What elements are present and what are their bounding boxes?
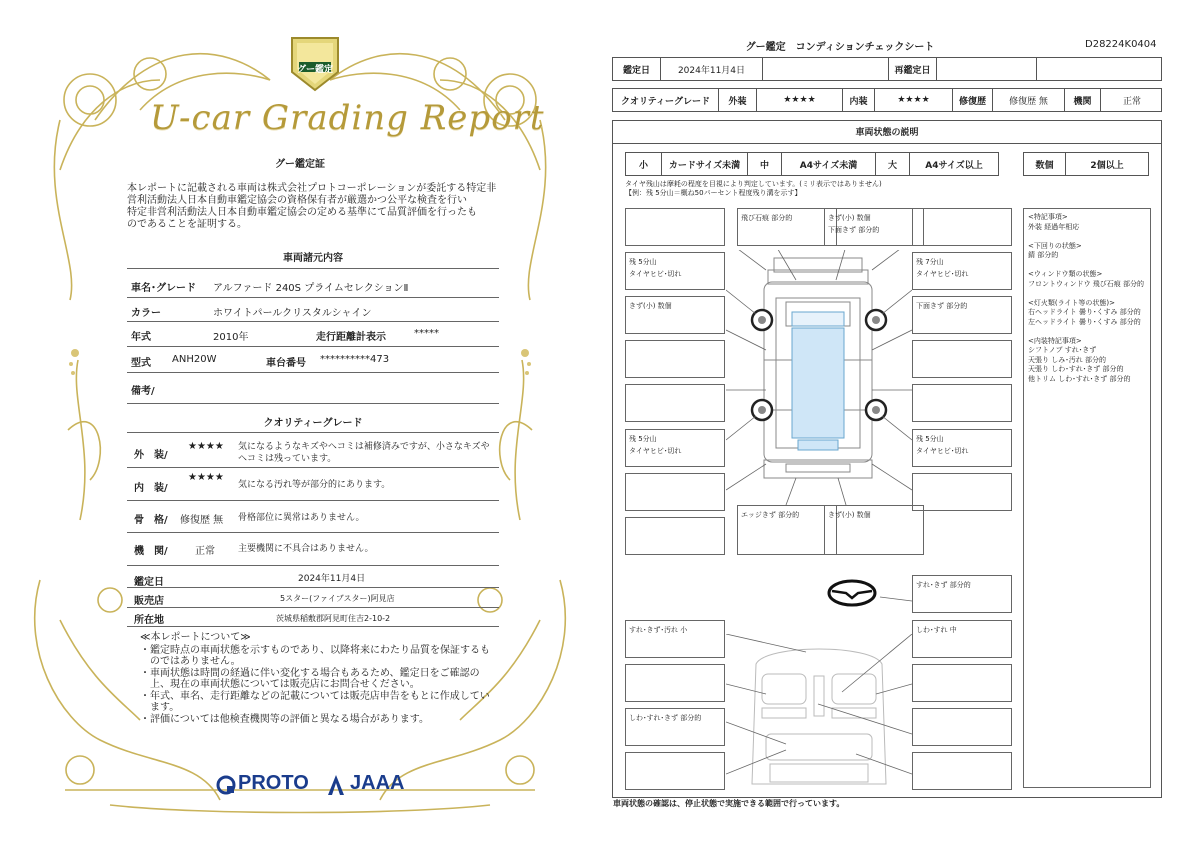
section-title: 車両状態の説明 (612, 120, 1162, 144)
statement-line: 営利活動法人日本自動車鑑定協会の資格保有者が厳選かつ公平な検査を行い (127, 195, 467, 206)
condition-box (625, 252, 725, 290)
condition-text: 残 5分山 タイヤヒビ･切れ (629, 258, 682, 278)
special-note-line: <特記事項> (1028, 213, 1068, 221)
leader-line (800, 585, 914, 605)
address-label: 所在地 (134, 615, 164, 626)
interior-stars: ★★★★ (188, 472, 224, 483)
condition-box (625, 752, 725, 790)
divider (127, 587, 499, 588)
interior-stars: ★★★★ (875, 89, 953, 111)
statement-line: 本レポートに記載される車両は株式会社プロトコーポレーションが委託する特定非 (127, 183, 497, 194)
condition-text: 残 7分山 タイヤヒビ･切れ (916, 258, 969, 278)
jaaa-logo: JAAA (350, 772, 405, 794)
repair-history-label: 修復歴 (953, 89, 993, 111)
condition-box (912, 620, 1012, 658)
special-note-line: 錆 部分的 (1028, 251, 1059, 259)
chassis-label: 車台番号 (266, 358, 306, 369)
special-note-line (1028, 261, 1146, 271)
note-item: ・評価については他検査機関等の評価と異なる場合があります。 (140, 713, 429, 725)
repair-history-value: 修復歴 無 (993, 89, 1065, 111)
condition-box (625, 517, 725, 555)
size-medium: 中 (748, 153, 782, 175)
special-notes-panel (1023, 208, 1151, 788)
empty-cell (763, 58, 889, 80)
condition-box (625, 340, 725, 378)
divider (127, 432, 499, 433)
certificate-statement (127, 183, 497, 231)
special-note-line: 他トリム しわ･すれ･きず 部分的 (1028, 374, 1131, 383)
condition-box (912, 664, 1012, 702)
divider (127, 346, 499, 347)
note-item: ・鑑定時点の車両状態を示すものであり、以降将来にわたり品質を保証するものではありません。 (140, 644, 490, 667)
desc-line: ヘコミは残っています。 (238, 454, 337, 464)
interior-description: 気になる汚れ等が部分的にあります。 (238, 480, 391, 490)
special-note-line (1028, 289, 1146, 299)
report-script-title: U-car Grading Report (150, 98, 545, 138)
car-top-view-diagram (726, 250, 912, 510)
desc-line: 気になるようなキズやヘコミは補修済みですが、小さなキズや (238, 442, 490, 452)
size-small: 小 (626, 153, 662, 175)
tire-note-line: タイヤ残山は摩耗の程度を目視により判定しています。(ミリ表示ではありません) (625, 180, 882, 188)
badge-text: グー鑑定 (296, 65, 333, 75)
statement-line: 特定非営利活動法人日本自動車鑑定協会の定める基準にて品質評価を行ったも (127, 207, 477, 218)
special-note-line (1028, 327, 1146, 337)
mileage-label: 走行距離計表示 (316, 332, 386, 343)
condition-box (625, 708, 725, 746)
proto-logo-icon (216, 775, 236, 795)
size-legend (625, 152, 999, 176)
size-medium-desc: A4サイズ未満 (782, 153, 876, 175)
condition-check-sheet (600, 0, 1200, 848)
condition-text: 下面きず 部分的 (916, 302, 968, 310)
reappraisal-date-value (937, 58, 1037, 80)
condition-box (912, 296, 1012, 334)
notes-title: ≪本レポートについて≫ (140, 632, 251, 643)
count-desc: 2個以上 (1090, 160, 1124, 171)
condition-box (912, 575, 1012, 613)
document-id: D28224K0404 (1085, 39, 1157, 50)
condition-box (912, 208, 1012, 246)
proto-logo: PROTO (238, 772, 309, 794)
condition-text: しわ･すれ 中 (916, 626, 957, 634)
year-label: 年式 (131, 332, 151, 343)
count-legend (1023, 152, 1149, 176)
condition-text: すれ･きず 部分的 (916, 581, 971, 589)
condition-text: 残 5分山 タイヤヒビ･切れ (916, 435, 969, 455)
model-value: ANH20W (172, 354, 217, 365)
frame-label: 骨 格/ (134, 515, 168, 526)
sheet-title: グー鑑定 コンディションチェックシート (745, 42, 935, 53)
special-note-line: <下回りの状態> (1028, 241, 1082, 250)
condition-text: すれ･きず･汚れ 小 (629, 626, 688, 634)
special-note-line: 天張り しわ･すれ･きず 部分的 (1028, 365, 1124, 373)
interior-label: 内装 (843, 89, 875, 111)
condition-box (625, 620, 725, 658)
engine-value: 正常 (195, 546, 215, 557)
car-interior-diagram (726, 634, 912, 794)
condition-box (824, 505, 924, 555)
divider (127, 467, 499, 468)
condition-box (737, 505, 837, 555)
condition-box (625, 473, 725, 511)
condition-box (912, 252, 1012, 290)
chassis-value: **********473 (320, 354, 390, 365)
car-name-label: 車名･グレード (131, 283, 196, 294)
special-note-line: 外装 経過年相応 (1028, 222, 1080, 231)
shop-value: 5スター(ファイブスター)阿見店 (280, 594, 395, 603)
quality-grade-row (612, 88, 1162, 112)
condition-box (912, 384, 1012, 422)
size-large: 大 (876, 153, 910, 175)
engine-label: 機関 (1065, 89, 1101, 111)
condition-text: きず(小) 数個 (828, 511, 871, 519)
condition-text: きず(小) 数個 (629, 302, 672, 310)
engine-description: 主要機関に不具合はありません。 (238, 544, 374, 554)
size-small-desc: カードサイズ未満 (662, 153, 748, 175)
divider (127, 500, 499, 501)
tire-note-line: 【例：残 5分山＝概ね50パーセント程度残り溝を示す】 (625, 189, 802, 197)
color-label: カラー (131, 308, 161, 319)
special-note-line: シフトノブ すれ･きず (1028, 346, 1097, 354)
year-value: 2010年 (213, 332, 249, 343)
special-note-line: <ウィンドウ類の状態> (1028, 270, 1103, 278)
condition-box (912, 340, 1012, 378)
condition-text: しわ･すれ･きず 部分的 (629, 714, 702, 722)
statement-line: のであることを証明する。 (127, 219, 247, 230)
frame-description: 骨格部位に異常はありません。 (238, 513, 365, 523)
appraisal-date-label: 鑑定日 (613, 58, 661, 80)
condition-box (625, 208, 725, 246)
address-value: 茨城県稲敷郡阿見町住吉2-10-2 (276, 614, 391, 623)
special-note-line: <内装特記事項> (1028, 336, 1082, 345)
divider (127, 297, 499, 298)
special-note-line: 左ヘッドライト 曇り･くすみ 部分的 (1028, 317, 1141, 326)
note-item: ・年式、車名、走行距離などの記載については販売店申告をもとに作成しています。 (140, 690, 490, 713)
mileage-value: ***** (414, 328, 439, 339)
exterior-label: 外 装/ (134, 450, 168, 461)
interior-label: 内 装/ (134, 483, 168, 494)
condition-box (625, 296, 725, 334)
condition-text: エッジきず 部分的 (741, 511, 800, 519)
note-item: ・車両状態は時間の経過に伴い変化する場合もあるため、鑑定日をご確認の上、現在の車両状態については販売店にお問合せください。 (140, 667, 480, 690)
appraisal-date-value: 2024年11月4日 (298, 574, 366, 584)
divider (127, 403, 499, 404)
exterior-stars: ★★★★ (188, 441, 224, 452)
appraisal-date-label: 鑑定日 (134, 577, 164, 588)
shop-label: 販売店 (134, 596, 164, 607)
quality-grade-title: クオリティーグレード (263, 418, 363, 429)
certificate-title: グー鑑定証 (275, 159, 325, 170)
report-notes (140, 632, 496, 725)
exterior-label: 外装 (719, 89, 757, 111)
condition-text: 残 5分山 タイヤヒビ･切れ (629, 435, 682, 455)
condition-box (912, 752, 1012, 790)
reappraisal-date-label: 再鑑定日 (889, 58, 937, 80)
engine-label: 機 関/ (134, 546, 168, 557)
special-note-line: フロントウィンドウ 飛び石痕 部分的 (1028, 279, 1145, 288)
color-value: ホワイトパールクリスタルシャイン (213, 308, 372, 319)
condition-box (912, 473, 1012, 511)
car-name-value: アルファード 240S プライムセレクションⅡ (213, 283, 409, 294)
appraisal-date-row (612, 57, 1162, 81)
divider (127, 268, 499, 269)
condition-box (912, 708, 1012, 746)
jaaa-logo-icon (326, 773, 346, 797)
count-label: 数個 (1024, 153, 1066, 175)
condition-text: 飛び石痕 部分的 (741, 214, 793, 222)
frame-value: 修復歴 無 (180, 515, 224, 526)
condition-text: きず(小) 数個 下面きず 部分的 (828, 214, 880, 234)
spec-section-title: 車両諸元内容 (283, 253, 343, 264)
condition-box (737, 208, 837, 246)
special-note-line (1028, 232, 1146, 242)
model-label: 型式 (131, 358, 151, 369)
divider (127, 565, 499, 566)
divider (127, 626, 499, 627)
exterior-stars: ★★★★ (757, 89, 843, 111)
special-note-line: <灯火類(ライト等の状態)> (1028, 298, 1115, 307)
condition-box (912, 429, 1012, 467)
size-large-desc: A4サイズ以上 (925, 160, 983, 171)
condition-box (625, 429, 725, 467)
condition-box (625, 664, 725, 702)
footer-note: 車両状態の確認は、停止状態で実施できる範囲で行っています。 (613, 799, 845, 808)
engine-value: 正常 (1122, 96, 1141, 107)
exterior-description (238, 441, 490, 465)
qg-label: クオリティーグレード (613, 89, 719, 111)
condition-box (824, 208, 924, 246)
divider (127, 372, 499, 373)
appraisal-date-value: 2024年11月4日 (661, 58, 763, 80)
special-note-line: 天張り しみ･汚れ 部分的 (1028, 355, 1106, 364)
condition-box (625, 384, 725, 422)
divider (127, 321, 499, 322)
remarks-label: 備考/ (131, 386, 155, 397)
divider (127, 607, 499, 608)
divider (127, 532, 499, 533)
special-note-line: 右ヘッドライト 曇り･くすみ 部分的 (1028, 308, 1141, 316)
